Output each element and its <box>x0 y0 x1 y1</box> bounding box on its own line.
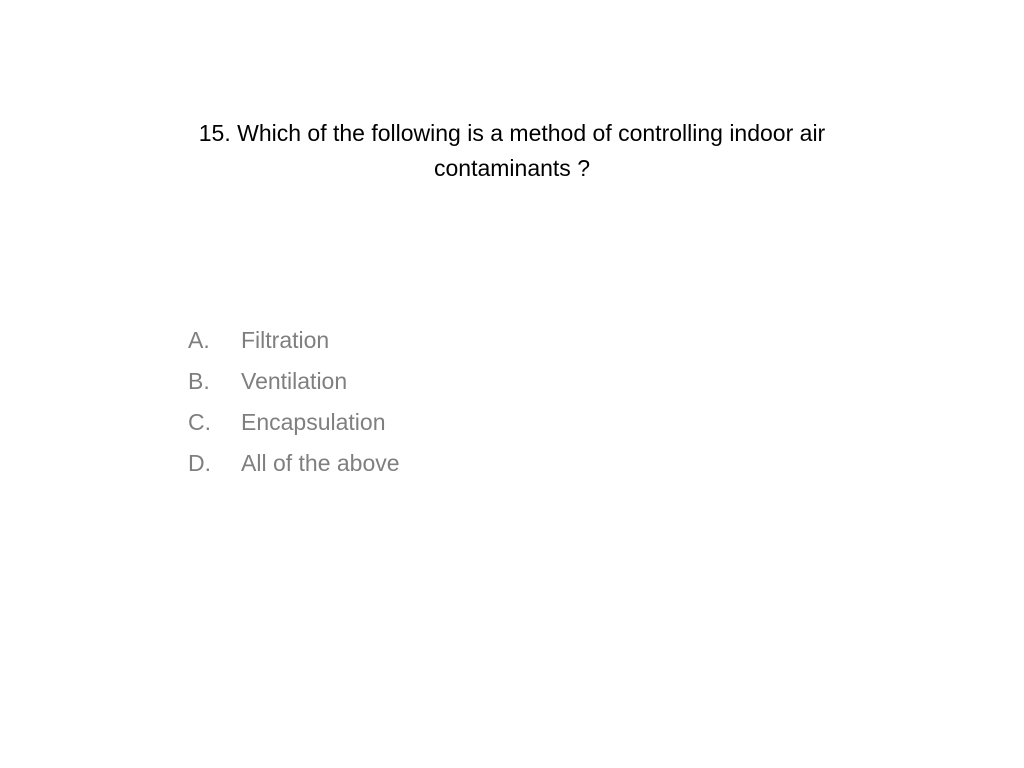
option-letter: D. <box>188 450 211 476</box>
option-a <box>188 320 688 361</box>
options-list <box>188 320 688 484</box>
option-text: Encapsulation <box>241 409 386 435</box>
question-title: 15. Which of the following is a method of controlling indoor air contaminants ? <box>198 120 826 181</box>
option-text: Filtration <box>241 327 330 353</box>
option-text: All of the above <box>241 450 400 476</box>
option-text: Ventilation <box>241 368 348 394</box>
option-letter: C. <box>188 409 211 435</box>
option-c <box>188 402 688 443</box>
option-letter: A. <box>188 327 210 353</box>
option-d <box>188 443 688 484</box>
option-b <box>188 361 688 402</box>
option-letter: B. <box>188 368 210 394</box>
